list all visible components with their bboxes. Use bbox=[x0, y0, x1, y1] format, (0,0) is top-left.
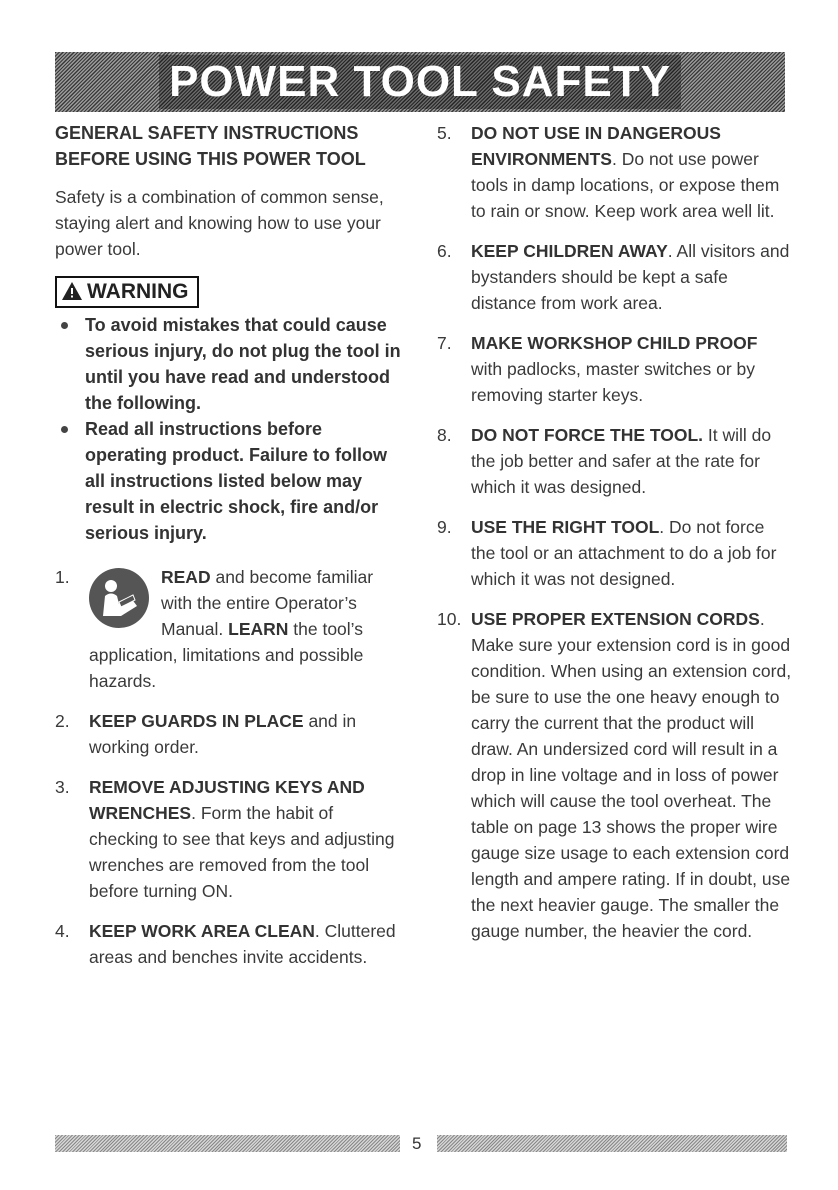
page-number: 5 bbox=[412, 1134, 422, 1153]
instruction-item-5: 5. DO NOT USE IN DANGEROUS ENVIRONMENTS. Do not use power tools in damp locations, or expose them to rain or snow. Keep work area well lit. bbox=[437, 123, 780, 221]
left-column bbox=[55, 120, 405, 970]
instruction-item-7: 7. MAKE WORKSHOP CHILD PROOF with padlocks, master switches or by removing starter keys. bbox=[437, 333, 758, 405]
bullet-dot-icon bbox=[61, 426, 68, 433]
page-title: POWER TOOL SAFETY bbox=[159, 55, 681, 109]
read-manual-icon bbox=[89, 568, 149, 628]
bullet-item: To avoid mistakes that could cause serious injury, do not plug the tool in until you have read and understood the following. bbox=[55, 312, 405, 416]
instruction-item-8: 8. DO NOT FORCE THE TOOL. It will do the job better and safer at the rate for which it was designed. bbox=[437, 425, 772, 497]
instruction-item-9: 9. USE THE RIGHT TOOL. Do not force the tool or an attachment to do a job for which it was not designed. bbox=[437, 517, 777, 589]
bullet-item: Read all instructions before operating product. Failure to follow all instructions listed below may result in electric shock, fire and/or serious injury. bbox=[55, 416, 405, 546]
intro-text: Safety is a combination of common sense, staying alert and knowing how to use your power tool. bbox=[55, 187, 384, 259]
instruction-item-2: 2. KEEP GUARDS IN PLACE and in working order. bbox=[55, 711, 357, 757]
instruction-item-3: 3. REMOVE ADJUSTING KEYS AND WRENCHES. Form the habit of checking to see that keys and adjusting wrenches are removed from the tool before turning ON. bbox=[55, 777, 395, 901]
heading-line-1: GENERAL SAFETY INSTRUCTIONS bbox=[55, 123, 359, 143]
instruction-item-1: 1. READ and become familiar with the entire Operator’s Manual. LEARN the tool’s application, limitations and possible hazards. bbox=[55, 567, 374, 691]
warning-text: WARNING bbox=[87, 280, 189, 303]
section-heading bbox=[55, 120, 405, 172]
right-column bbox=[437, 120, 792, 944]
title-banner bbox=[55, 52, 785, 112]
warning-label bbox=[55, 276, 199, 308]
instruction-item-4: 4. KEEP WORK AREA CLEAN. Cluttered areas and benches invite accidents. bbox=[55, 921, 396, 967]
instruction-item-10: 10. USE PROPER EXTENSION CORDS. Make sure your extension cord is in good condition. When using an extension cord, be sure to use the one heavy enough to carry the current that the product will draw. An undersized cord will result in a drop in line voltage and in loss of power which will cause the tool overheat. The table on page 13 shows the proper wire gauge size usage to each extension cord length and ampere rating. If in doubt, use the next heavier gauge. The smaller the gauge number, the heavier the cord. bbox=[437, 609, 792, 941]
bullet-dot-icon bbox=[61, 322, 68, 329]
footer-bar-left bbox=[55, 1135, 400, 1152]
heading-line-2: BEFORE USING THIS POWER TOOL bbox=[55, 149, 366, 169]
warning-triangle-icon bbox=[61, 281, 83, 301]
footer-bar-right bbox=[437, 1135, 787, 1152]
warning-bullets bbox=[55, 312, 405, 546]
instruction-item-6: 6. KEEP CHILDREN AWAY. All visitors and bystanders should be kept a safe distance from work area. bbox=[437, 241, 790, 313]
